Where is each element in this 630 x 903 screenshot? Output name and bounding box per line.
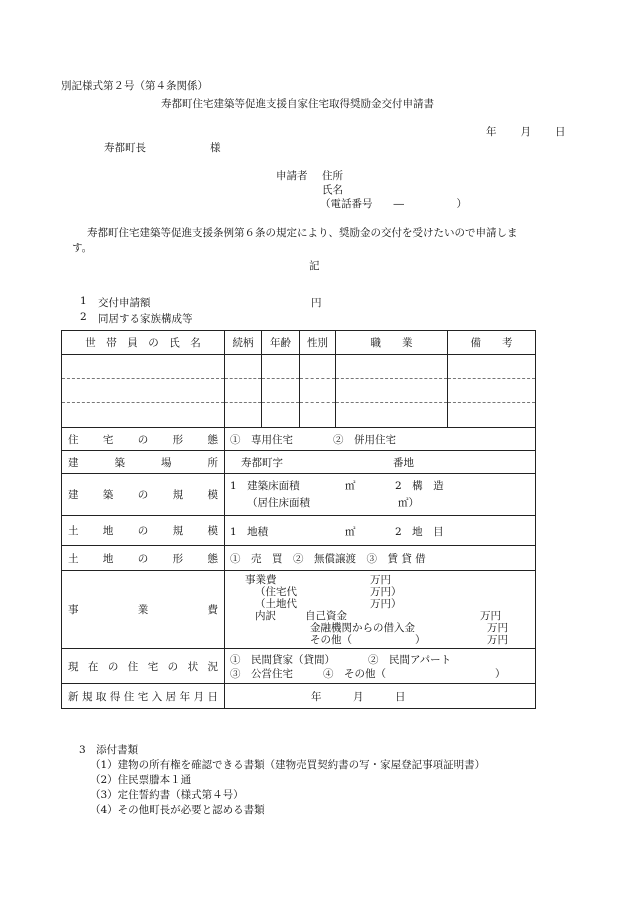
date-line: 年 月 日 [486, 126, 567, 138]
item1-unit: 円 [311, 297, 322, 309]
land-form-options[interactable]: ① 売 買 ② 無償譲渡 ③ 賃 貸 借 [230, 553, 426, 565]
cost-total-label: 事業費 [245, 574, 277, 586]
land-scale-value[interactable] [225, 516, 536, 546]
family-cell-name[interactable] [62, 379, 225, 403]
family-cell-occupation[interactable] [336, 403, 448, 428]
family-cell-remarks[interactable] [448, 355, 536, 379]
header-remarks: 備 考 [448, 331, 536, 355]
item2-number: 2 [80, 311, 87, 323]
build-floor-area-label: 1 建築床面積 [230, 480, 300, 492]
attachment-item-3: （3）定住誓約書（様式第４号） [90, 789, 244, 801]
land-scale-row [62, 516, 536, 546]
family-cell-relation[interactable] [225, 379, 262, 403]
build-place-label: 建築場所 [62, 451, 225, 474]
family-cell-sex[interactable] [300, 379, 336, 403]
house-form-label: 住宅の形態 [62, 428, 225, 451]
family-cell-remarks[interactable] [448, 403, 536, 428]
header-occupation: 職 業 [336, 331, 448, 355]
attachment-item-2: （2）住民票謄本１通 [90, 774, 192, 786]
attachment-item-1: （1）建物の所有権を確認できる書類（建物売買契約書の写・家屋登記事項証明書） [90, 759, 486, 771]
family-cell-name[interactable] [62, 355, 225, 379]
application-statement: 寿都町住宅建築等促進支援条例第６条の規定により、奨励金の交付を受けたいので申請しま [87, 227, 518, 239]
cost-land-unit: 万円） [370, 598, 402, 610]
build-place-value[interactable] [225, 451, 536, 474]
attachment-item-4: （4）その他町長が必要と認める書類 [90, 804, 265, 816]
applicant-name-label: 氏名 [322, 184, 343, 196]
living-floor-area-label: （居住床面積 [247, 497, 310, 509]
family-cell-occupation[interactable] [336, 355, 448, 379]
moving-date-value[interactable] [225, 684, 536, 709]
build-scale-label: 建築の規模 [62, 474, 225, 516]
current-option-1[interactable]: ① 民間貸家（貸間） [230, 654, 335, 666]
build-scale-row [62, 474, 536, 516]
current-option-4[interactable]: ④ その他（ [323, 668, 386, 680]
cost-own-label: 自己資金 [305, 610, 347, 622]
item1-label: 交付申請額 [98, 297, 151, 309]
cost-house-unit: 万円） [370, 586, 402, 598]
header-sex: 性別 [300, 331, 336, 355]
cost-land-label: （土地代 [255, 598, 297, 610]
build-structure-label: 2 構 造 [395, 480, 444, 492]
moving-date-row [62, 684, 536, 709]
cost-total-unit: 万円 [370, 574, 391, 586]
header-age: 年齢 [262, 331, 300, 355]
house-form-value[interactable] [225, 428, 536, 451]
attachments-heading: 3 添付書類 [79, 744, 139, 756]
family-cell-remarks[interactable] [448, 379, 536, 403]
applicant-role-label: 申請者 [276, 170, 308, 182]
family-cell-age[interactable] [262, 379, 300, 403]
family-cell-name[interactable] [62, 403, 225, 428]
addressee-honorific: 様 [210, 142, 221, 154]
family-cell-age[interactable] [262, 355, 300, 379]
current-option-2[interactable]: ② 民間アパート [368, 654, 452, 666]
family-cell-sex[interactable] [300, 355, 336, 379]
application-statement-cont: す。 [72, 242, 93, 254]
cost-breakdown-label: 内訳 [255, 610, 276, 622]
family-cell-sex[interactable] [300, 403, 336, 428]
moving-date-label: 新規取得住宅入居年月日 [62, 684, 225, 709]
header-member-name: 世 帯 員 の 氏 名 [62, 331, 225, 355]
living-floor-area-unit: ㎡） [398, 497, 419, 509]
cost-loan-unit: 万円 [487, 622, 508, 634]
family-cell-occupation[interactable] [336, 379, 448, 403]
project-cost-row [62, 571, 536, 649]
form-reference: 別記様式第２号（第４条関係） [61, 80, 208, 92]
current-housing-value[interactable] [225, 649, 536, 684]
land-area-unit: ㎡ [345, 526, 356, 538]
cost-other-label: その他（ ） [310, 634, 426, 646]
application-table [61, 330, 536, 709]
applicant-address-label: 住所 [322, 170, 343, 182]
current-housing-label: 現在の住宅の状況 [62, 649, 225, 684]
header-relation: 続柄 [225, 331, 262, 355]
build-place-town: 寿都町字 [241, 457, 283, 469]
land-form-label: 土地の形態 [62, 546, 225, 571]
family-row [62, 379, 536, 403]
family-cell-relation[interactable] [225, 403, 262, 428]
item1-number: 1 [80, 295, 87, 307]
family-header-row [62, 331, 536, 355]
land-form-value[interactable] [225, 546, 536, 571]
cost-other-unit: 万円 [487, 634, 508, 646]
cost-house-label: （住宅代 [255, 586, 297, 598]
page-title: 寿都町住宅建築等促進支援自家住宅取得奨励金交付申請書 [161, 98, 434, 110]
build-place-row [62, 451, 536, 474]
project-cost-label: 事業費 [62, 571, 225, 649]
cost-own-unit: 万円 [480, 610, 501, 622]
cost-loan-label: 金融機関からの借入金 [310, 622, 415, 634]
family-row [62, 355, 536, 379]
land-area-label: 1 地積 [230, 526, 269, 538]
house-form-row [62, 428, 536, 451]
family-cell-relation[interactable] [225, 355, 262, 379]
current-option-4-close: ） [495, 668, 506, 680]
house-form-option-1[interactable]: ① 専用住宅 [230, 434, 293, 446]
addressee: 寿都町長 [104, 142, 146, 154]
house-form-option-2[interactable]: ② 併用住宅 [333, 434, 396, 446]
land-form-row [62, 546, 536, 571]
current-housing-row [62, 649, 536, 684]
moving-date-text: 年 月 日 [311, 691, 406, 703]
family-row [62, 403, 536, 428]
build-floor-area-unit: ㎡ [345, 480, 356, 492]
family-cell-age[interactable] [262, 403, 300, 428]
land-scale-label: 土地の規模 [62, 516, 225, 546]
item2-label: 同居する家族構成等 [98, 313, 193, 325]
project-cost-value[interactable] [225, 571, 536, 649]
current-option-3[interactable]: ③ 公営住宅 [230, 668, 293, 680]
build-scale-value[interactable] [225, 474, 536, 516]
land-category-label: 2 地 目 [395, 526, 444, 538]
ki-heading: 記 [309, 260, 320, 272]
applicant-phone-label: （電話番号 ― ） [320, 198, 467, 210]
build-place-banchi: 番地 [393, 457, 414, 469]
